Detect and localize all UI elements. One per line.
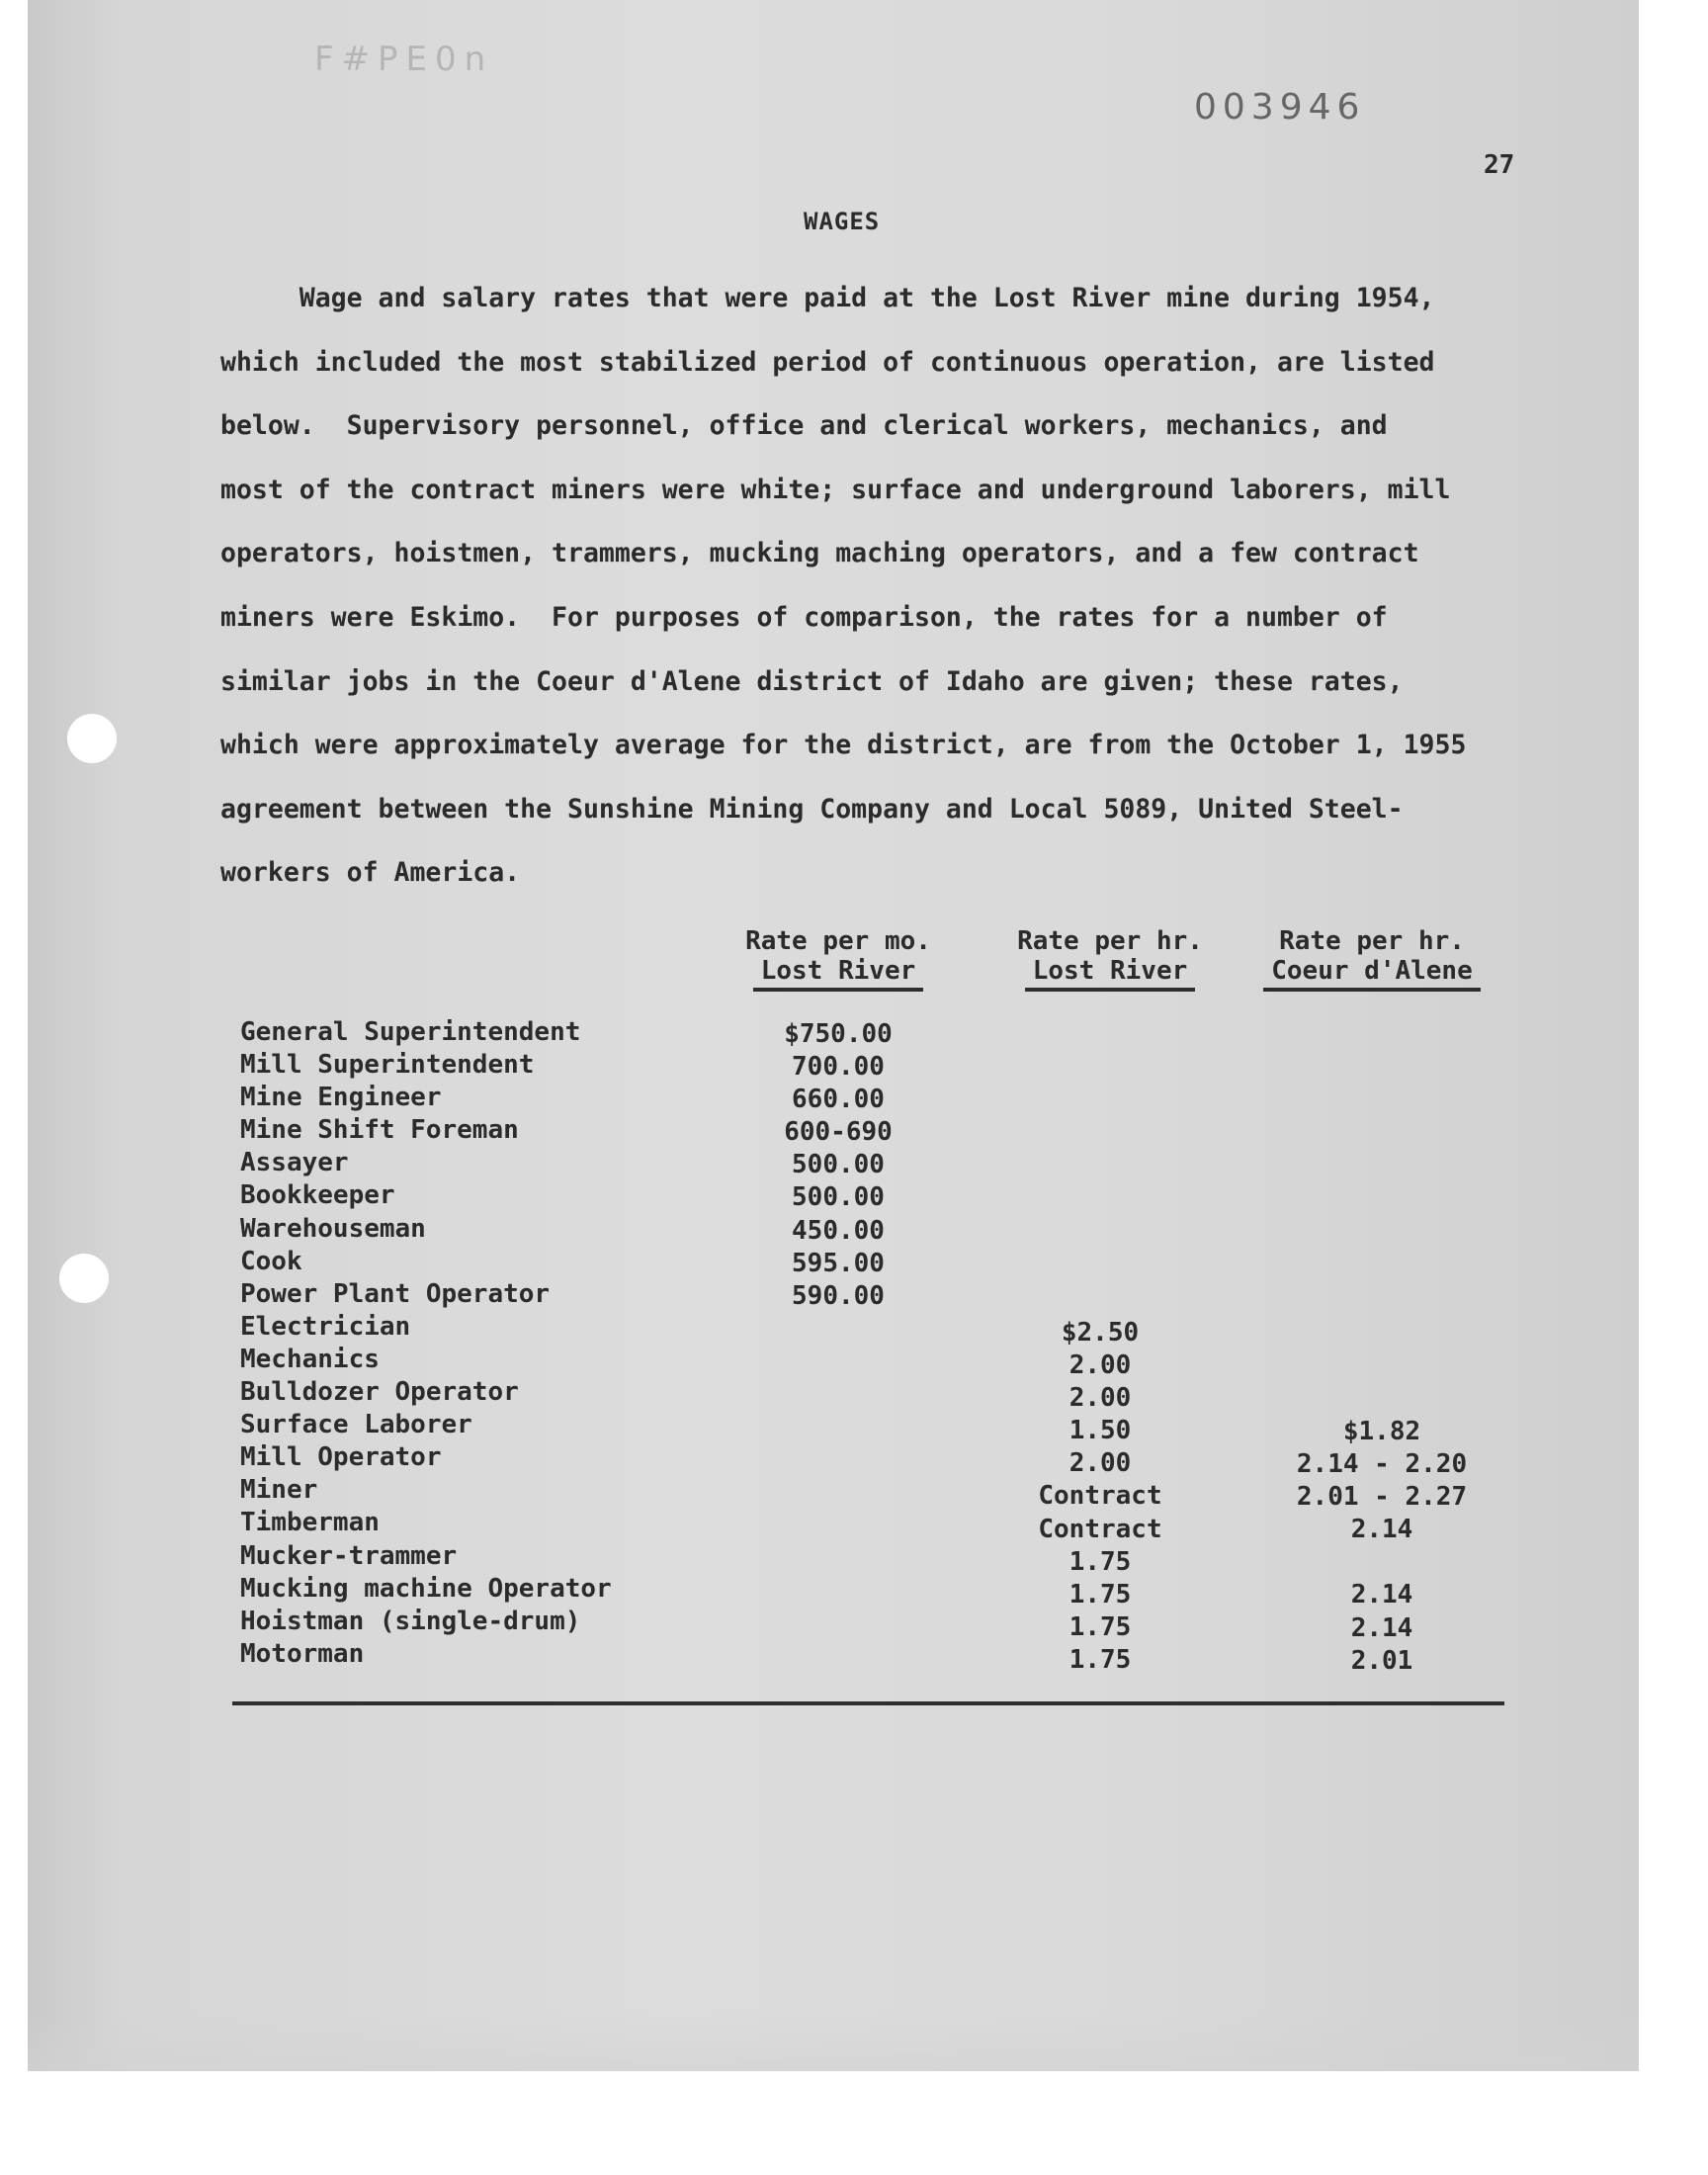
job-title: Timberman [240, 1508, 380, 1538]
job-title: Surface Laborer [240, 1410, 472, 1440]
rate-cell: 2.14 [1350, 1612, 1413, 1643]
paragraph-line: below. Supervisory personnel, office and clerical workers, mechanics, and [220, 410, 1388, 442]
column-header-line: Lost River [753, 956, 924, 992]
rate-cell: 2.00 [1068, 1383, 1132, 1414]
rate-cell: 450.00 [792, 1215, 885, 1246]
rate-cell: 2.01 - 2.27 [1296, 1482, 1468, 1513]
column-header-line: Coeur d'Alene [1263, 956, 1481, 992]
job-title: Motorman [240, 1638, 365, 1669]
rate-cell: 1.75 [1068, 1546, 1132, 1577]
column-header-line: Lost River [1025, 956, 1196, 992]
handwritten-document-code: 003946 [1194, 87, 1366, 128]
rate-cell: 2.14 - 2.20 [1296, 1449, 1468, 1480]
rate-cell: Contract [1038, 1481, 1162, 1512]
job-title: Power Plant Operator [240, 1278, 551, 1309]
job-title-column [240, 1016, 612, 1671]
job-title: Assayer [240, 1148, 349, 1178]
paragraph-line: workers of America. [220, 857, 521, 889]
table-bottom-rule [232, 1701, 1504, 1705]
column-header-line: Rate per hr. [1017, 926, 1203, 956]
rate-cell: $2.50 [1061, 1318, 1140, 1348]
rate-cell: 590.00 [792, 1280, 885, 1311]
rate-cell: 700.00 [792, 1052, 885, 1083]
column-header-rate-per-hour-coeur-dalene [1243, 926, 1500, 992]
job-title: Miner [240, 1475, 318, 1506]
job-title: Mine Engineer [240, 1083, 442, 1113]
column-header-rate-per-month-lost-river [720, 926, 957, 992]
rate-cell: 2.00 [1068, 1350, 1132, 1381]
job-title: Mucker-trammer [240, 1540, 458, 1571]
rate-cell: 2.00 [1068, 1448, 1132, 1479]
document-page [28, 0, 1639, 2071]
column-header-line: Rate per hr. [1279, 926, 1465, 956]
page-number: 27 [1484, 150, 1515, 180]
rate-cell: 500.00 [792, 1182, 885, 1213]
rate-cell: 500.00 [792, 1150, 885, 1180]
job-title: Warehouseman [240, 1213, 426, 1244]
column-header-line: Rate per mo. [745, 926, 931, 956]
rate-cell [1263, 1546, 1500, 1579]
rate-cell: 1.75 [1068, 1579, 1132, 1610]
rate-cell: $750.00 [784, 1019, 893, 1049]
job-title: Bulldozer Operator [240, 1377, 519, 1408]
punch-hole [67, 714, 117, 763]
job-title: Mill Operator [240, 1442, 442, 1473]
column-header-rate-per-hour-lost-river [991, 926, 1229, 992]
paragraph-line: which were approximately average for the district, are from the October 1, 1955 [220, 730, 1467, 761]
rate-cell: 2.14 [1350, 1515, 1413, 1545]
job-title: Mill Superintendent [240, 1050, 535, 1081]
rate-per-hour-coeur-dalene-column [1263, 1416, 1500, 1678]
paragraph-line: most of the contract miners were white; surface and underground laborers, mill [220, 474, 1451, 505]
job-title: Cook [240, 1246, 302, 1276]
job-title: Mine Shift Foreman [240, 1115, 519, 1146]
paragraph-line: miners were Eskimo. For purposes of comparison, the rates for a number of [220, 601, 1388, 633]
job-title: General Superintendent [240, 1017, 581, 1047]
job-title: Bookkeeper [240, 1180, 395, 1211]
job-title: Hoistman (single-drum) [240, 1606, 581, 1636]
paragraph-line: Wage and salary rates that were paid at the Lost River mine during 1954, [220, 283, 1435, 313]
rate-cell: 1.75 [1068, 1644, 1132, 1675]
job-title: Mechanics [240, 1344, 380, 1374]
section-title: WAGES [804, 208, 881, 235]
rate-cell: 600-690 [784, 1117, 893, 1148]
punch-hole [59, 1254, 109, 1303]
rate-per-month-column [739, 1018, 937, 1313]
rate-cell: 1.50 [1068, 1416, 1132, 1446]
paragraph-line: agreement between the Sunshine Mining Company and Local 5089, United Steel- [220, 793, 1404, 825]
rate-cell: 595.00 [792, 1248, 885, 1278]
paragraph-line: similar jobs in the Coeur d'Alene district of Idaho are given; these rates, [220, 665, 1404, 697]
paragraph-line: which included the most stabilized period of continuous operation, are listed [220, 346, 1435, 378]
job-title: Electrician [240, 1311, 411, 1342]
rate-cell: 2.01 [1350, 1645, 1413, 1676]
rate-cell: 1.75 [1068, 1611, 1132, 1642]
rate-cell: 660.00 [792, 1085, 885, 1115]
job-title: Mucking machine Operator [240, 1573, 612, 1604]
faint-handwritten-code: F#PE0n [314, 40, 494, 79]
paragraph-line: operators, hoistmen, trammers, mucking maching operators, and a few contract [220, 538, 1419, 569]
rate-cell: $1.82 [1342, 1417, 1421, 1446]
body-paragraph [220, 267, 1565, 906]
rate-cell: 2.14 [1350, 1580, 1413, 1610]
rate-per-hour-lost-river-column [991, 1317, 1209, 1677]
rate-cell: Contract [1038, 1514, 1162, 1544]
